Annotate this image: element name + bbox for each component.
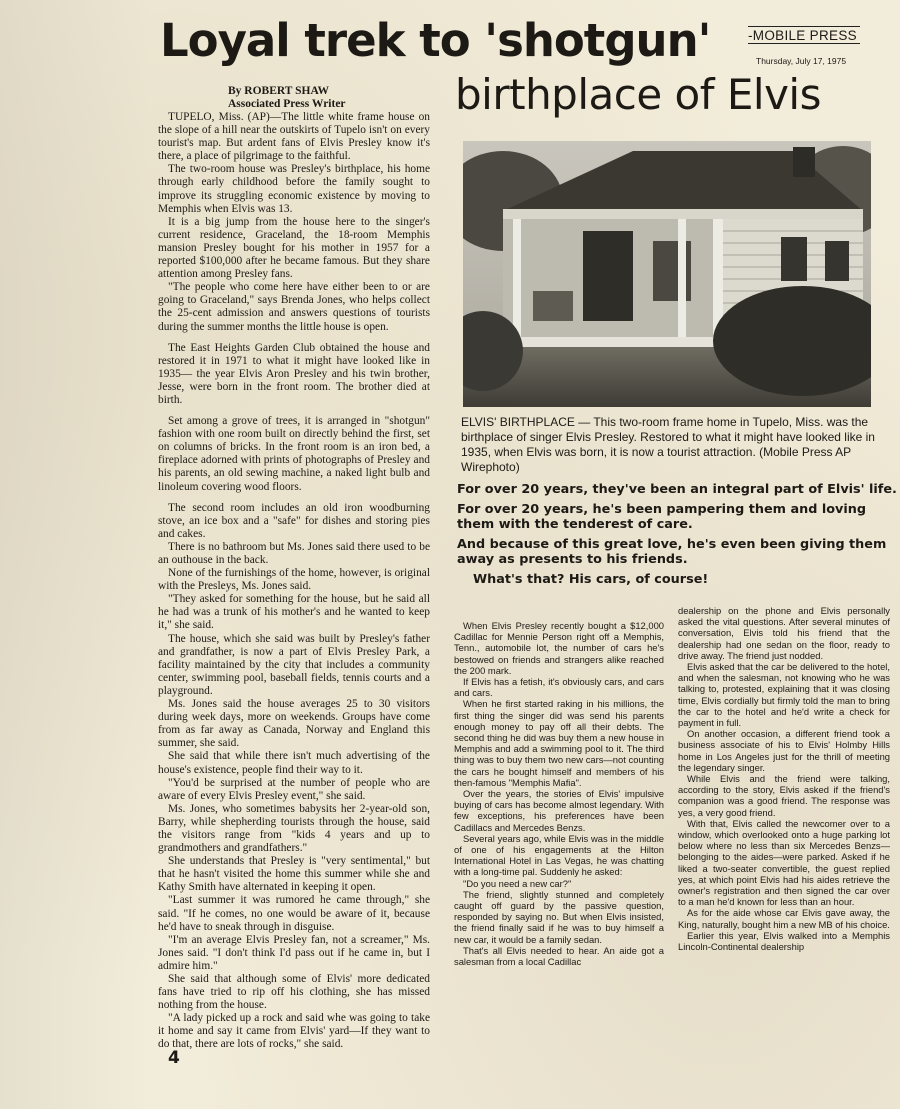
cars-paragraph: Earlier this year, Elvis walked into a Memphis Lincoln-Continental dealership [678, 929, 890, 953]
cars-story-lede [457, 482, 897, 592]
story-paragraph: "You'd be surprised at the number of people who are aware of every Elvis Presley event," she said. [158, 776, 430, 802]
cars-paragraph: "Do you need a new car?" [463, 877, 572, 889]
cars-paragraph: As for the aide whose car Elvis gave away, the King, naturally, bought him a new MB of his choice. [678, 907, 890, 930]
cars-paragraph: When Elvis Presley recently bought a $12,000 Cadillac for Mennie Person right off a Memphis, Tenn., automobile lot, the number of cars he's bestowed on friends and strangers alike reached the 200 mark. [454, 620, 664, 676]
page-number: 4 [168, 1048, 180, 1068]
story-paragraph: "The people who come here have either been to or are going to Graceland," says Brenda Jones, who helps collect the 25-cent admission and answers questions of tourists during the summer months the little house is open. [158, 281, 430, 333]
story-paragraph: "Last summer it was rumored he came through," she said. "If he comes, no one would be aware of it, because he'd have to sneak through in disguise. [158, 894, 430, 933]
lede-line: For over 20 years, he's been pampering them and loving them with the tenderest of care. [457, 502, 867, 532]
article-column-cars-1 [454, 620, 664, 967]
cars-paragraph: When he first started raking in his millions, the first thing the singer did was send his parents enough money to pay off all their debts. The second thing he did was buy them a new house in Memphis and add a swimming pool to it. The third thing was to buy them two new cars—not counting the cars he bought himself and members of his then-famous "Memphis Mafia". [454, 698, 664, 788]
lede-line: What's that? His cars, of course! [473, 572, 709, 587]
story-paragraph: The two-room house was Presley's birthplace, his home through early childhood before the family sought to improve its struggling economic existence by moving to Memphis when Elvis was 13. [158, 163, 430, 215]
cars-paragraph: If Elvis has a fetish, it's obviously cars, and cars and cars. [454, 676, 664, 699]
cars-paragraph: Elvis asked that the car be delivered to the hotel, and when the salesman, not knowing who he was talking to, protested, explaining that it was closing time, Elvis cordially but firmly told the man to bring the car to the hotel and he'd write a check for payment in full. [678, 661, 890, 729]
cars-paragraph: With that, Elvis called the newcomer over to a window, which overlooked onto a huge parking lot below where no less than six Mercedes Benzs—belonging to the aides—were parked. Asked if he liked a two-seater convertible, the guest replied yes, at which point Elvis had his aides retrieve the owner's registration and then signed the car over to a man he'd known for less than an hour. [678, 817, 890, 908]
story-paragraph: She understands that Presley is "very sentimental," but that he hasn't visited the home this summer while she and Kathy Smith have alternated in keeping it open. [158, 855, 430, 894]
story-paragraph: There is no bathroom but Ms. Jones said there used to be an outhouse in the back. [158, 540, 430, 566]
story-paragraph: Ms. Jones said the house averages 25 to 30 visitors during week days, more on weekends. Groups have come from as far away as Canada, Norway and England this summer, she said. [158, 698, 430, 750]
house-photo-illustration [463, 141, 871, 407]
story-paragraph: The house, which she said was built by Presley's father and grandfather, is now a part of Elvis Presley Park, a facility maintained by the city that includes a community center, swimming pool, baseball fields, tennis courts and a playground. [158, 632, 430, 697]
story-paragraph: None of the furnishings of the home, however, is original with the Presleys, Ms. Jones said. [158, 567, 430, 593]
story-paragraph: She said that although some of Elvis' more dedicated fans have tried to rip off his clothing, she has missed nothing from the house. [158, 973, 430, 1012]
birthplace-photo [463, 141, 871, 407]
cars-paragraph: Over the years, the stories of Elvis' impulsive buying of cars has become almost legendary. With few exceptions, his preferences have been Cadillacs and Mercedes Benzs. [454, 788, 664, 833]
headline-line-1: Loyal trek to 'shotgun' [160, 14, 711, 67]
byline [228, 85, 346, 111]
publication-date: Thursday, July 17, 1975 [756, 56, 847, 66]
story-paragraph: "A lady picked up a rock and said whe was going to take it home and say it came from Elvis' yard—If they want to do that, there are lots of rocks," she said. [158, 1012, 430, 1051]
cars-paragraph: The friend, slightly stunned and completely caught off guard by the passive question, responded by saying no. But when Elvis insisted, the friend finally said if he was to buy himself a new car, it would be a family sedan. [454, 888, 664, 945]
lede-line: For over 20 years, they've been an integral part of Elvis' life. [457, 482, 897, 497]
story-paragraph: The East Heights Garden Club obtained the house and restored it in 1971 to what it might have looked like in 1935— the year Elvis Aron Presley and his twin brother, Jesse, were born in the front room. The brother died at birth. [158, 341, 430, 406]
publication-name: -MOBILE PRESS [748, 26, 860, 44]
story-paragraph: Ms. Jones, who sometimes babysits her 2-year-old son, Barry, while shepherding tourists through the house, said the visitors range from "kids 4 years and up to grandmothers and grandfathers." [158, 802, 430, 855]
story-paragraph: The second room includes an old iron woodburning stove, an ice box and a "safe" for dishes and storing pies and cakes. [158, 501, 430, 540]
cars-paragraph: On another occasion, a different friend took a business associate of his to Elvis' Holmby Hills home in Los Angeles just for the thrill of meeting the legendary singer. [678, 728, 890, 773]
cars-paragraph: dealership on the phone and Elvis personally asked the vital questions. After several minutes of conversation, Elvis told his friend that the dealership had one sedan on the floor, ready to drive away. The friend just nodded. [678, 605, 890, 661]
byline-author: By ROBERT SHAW [228, 85, 329, 97]
article-column-birthplace [158, 111, 430, 1052]
story-paragraph: "I'm an average Elvis Presley fan, not a screamer," Ms. Jones said. "I don't think I'd pass out if he came in, but I admire him." [158, 933, 430, 972]
story-paragraph: She said that while there isn't much advertising of the house's existence, people find their way to it. [158, 750, 430, 776]
show-through-margin [0, 0, 150, 1109]
cars-paragraph: Several years ago, while Elvis was in the middle of one of his engagements at the Hilton International Hotel in Las Vegas, he was chatting with a long-time pal. Suddenly he asked: [454, 832, 664, 878]
photo-caption: ELVIS' BIRTHPLACE — This two-room frame home in Tupelo, Miss. was the birthplace of singer Elvis Presley. Restored to what it might have looked like in 1935, when Elvis was born, it is now a tourist attraction. (Mobile Press AP Wirephoto) [461, 415, 875, 474]
byline-role: Associated Press Writer [228, 98, 346, 110]
lede-line: And because of this great love, he's even been giving them away as presents to his friends. [457, 537, 887, 567]
story-paragraph: It is a big jump from the house here to the singer's current residence, Graceland, the 18-room Memphis mansion Presley bought for his mother in 1957 for a reported $100,000 after he became famous. But they share attention among Presley fans. [158, 215, 430, 281]
story-paragraph: Set among a grove of trees, it is arranged in "shotgun" fashion with one room built on directly behind the first, set on columns of bricks. In the front room is an iron bed, a fireplace adorned with prints of photographs of Presley and his parents, an old sewing machine, a naked light bulb and linoleum covering wood floors. [158, 415, 430, 493]
headline-line-2: birthplace of Elvis [455, 70, 821, 119]
cars-paragraph: While Elvis and the friend were talking, according to the story, Elvis asked if the friend's companion was a good friend. The response was yes, a very good friend. [678, 773, 890, 818]
story-paragraph: "They asked for something for the house, but he said all he had was a trunk of his mother's and he wanted to keep it," she said. [158, 593, 430, 632]
cars-paragraph: That's all Elvis needed to hear. An aide got a salesman from a local Cadillac [454, 944, 664, 968]
article-column-cars-2 [678, 605, 890, 952]
story-paragraph: TUPELO, Miss. (AP)—The little white frame house on the slope of a hill near the outskirts of Tupelo isn't on every tourist's map. But ardent fans of Elvis Presley know it's there, a place of pilgrimage to the faithful. [158, 111, 430, 163]
masthead [748, 26, 876, 66]
